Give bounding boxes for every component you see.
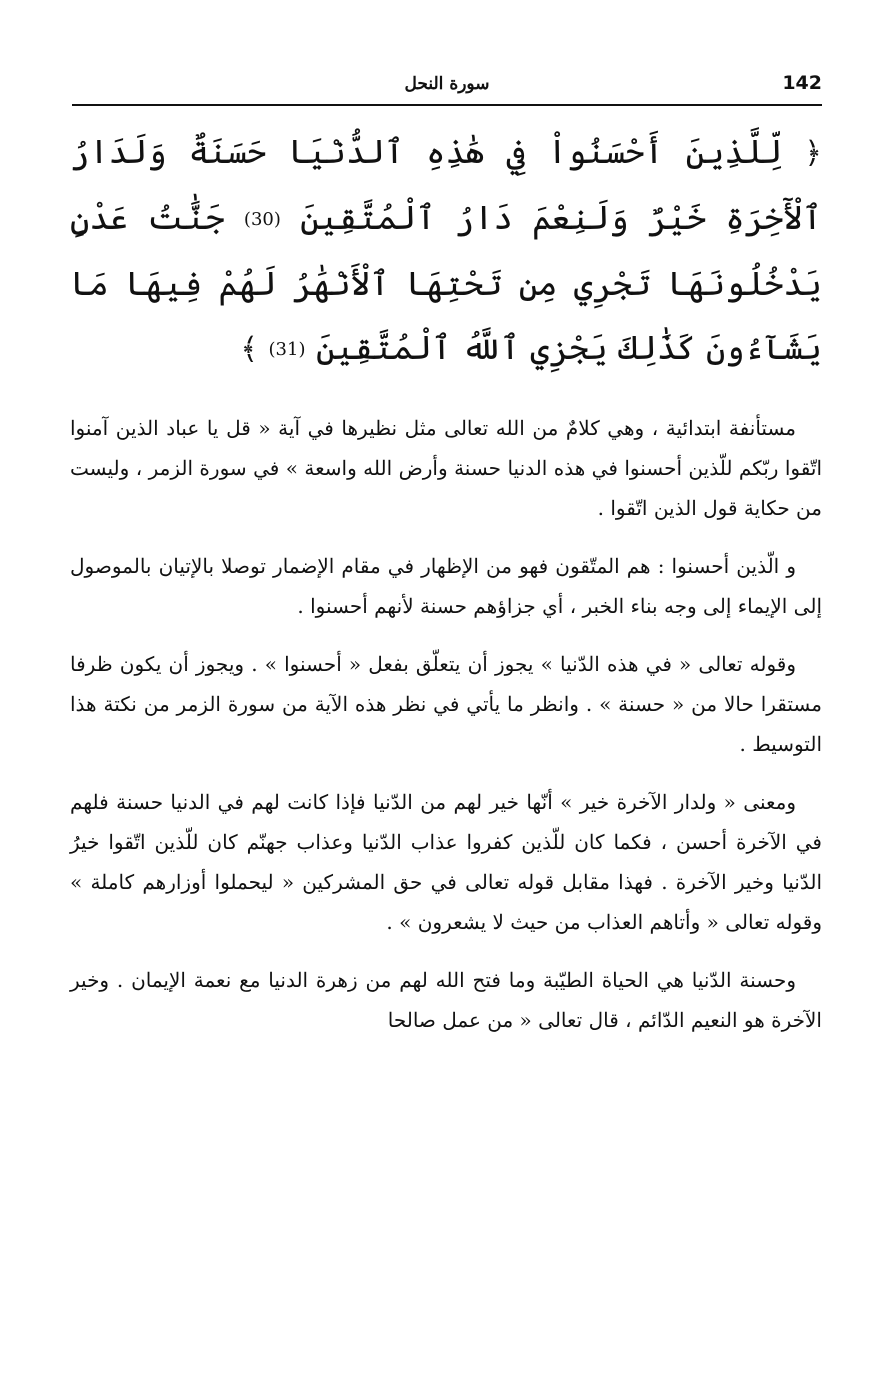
commentary-paragraph: مستأنفة ابتدائية ، وهي كلامٌ من الله تعالى مثل نظيرها في آية « قل يا عباد الذين آمنوا اتّقوا ربّكم للّذين أحسنوا في هذه الدنيا حسنة وأرض الله واسعة » في سورة الزمر ، وليست من حكاية قول الذين اتّقوا .	[70, 416, 822, 520]
commentary-paragraph: ومعنى « ولدار الآخرة خير » أنّها خير لهم من الدّنيا فإذا كانت لهم في الدنيا حسنة فلهم في الآخرة أحسن ، فكما كان للّذين كفروا عذاب الدّنيا وعذاب جهنّم كان للّذين اتّقوا خيرُ الدّنيا وخير الآخرة . فهذا مقابل قوله تعالى في حق المشركين « ليحملوا أوزارهم كاملة » وقوله تعالى « وأتاهم العذاب من حيث لا يشعرون » .	[70, 790, 822, 934]
quran-verse-block	[70, 120, 822, 382]
verse-number-30: (30)	[243, 209, 281, 230]
commentary-paragraph: و الّذين أحسنوا : هم المتّقون فهو من الإظهار في مقام الإضمار توصلا بالإتيان بالموصول إلى الإيماء إلى وجه بناء الخبر ، أي جزاؤهم حسنة لأنهم أحسنوا .	[70, 554, 822, 618]
page-header	[72, 64, 822, 106]
verse-open-bracket: ﴿	[804, 136, 822, 171]
verse-text-30: لِّلَّذِينَ أَحْسَنُواْ فِي هَٰذِهِ ٱلدُّنْيَا حَسَنَةٌ وَلَدَارُ ٱلْأٓخِرَةِ خَيْرٌ وَلَنِعْمَ دَارُ ٱلْمُتَّقِينَ	[70, 132, 823, 237]
commentary-paragraph: وحسنة الدّنيا هي الحياة الطيّبة وما فتح الله لهم من زهرة الدنيا مع نعمة الإيمان . وخير الآخرة هو النعيم الدّائم ، قال تعالى « من عمل صالحا	[70, 968, 822, 1032]
surah-title: سورة النحل	[404, 74, 490, 94]
commentary	[70, 408, 822, 1058]
verse-close-bracket: ﴾	[240, 332, 258, 367]
commentary-paragraph: وقوله تعالى « في هذه الدّنيا » يجوز أن يتعلّق بفعل « أحسنوا » . ويجوز أن يكون ظرفا مستقرا حالا من « حسنة » . وانظر ما يأتي في نظر هذه الآية من سورة الزمر من نكتة هذا التوسيط .	[70, 652, 822, 756]
verse-text-31: جَنَّٰتُ عَدْنٍ يَدْخُلُونَهَا تَجْرِي مِن تَحْتِهَا ٱلْأَنْهَٰرُ لَهُمْ فِيهَا مَا يَشَآءُونَ كَذَٰلِكَ يَجْزِي ٱللَّهُ ٱلْمُتَّقِينَ	[70, 198, 822, 367]
verse-number-31: (31)	[268, 339, 306, 360]
page-number: 142	[782, 72, 822, 94]
